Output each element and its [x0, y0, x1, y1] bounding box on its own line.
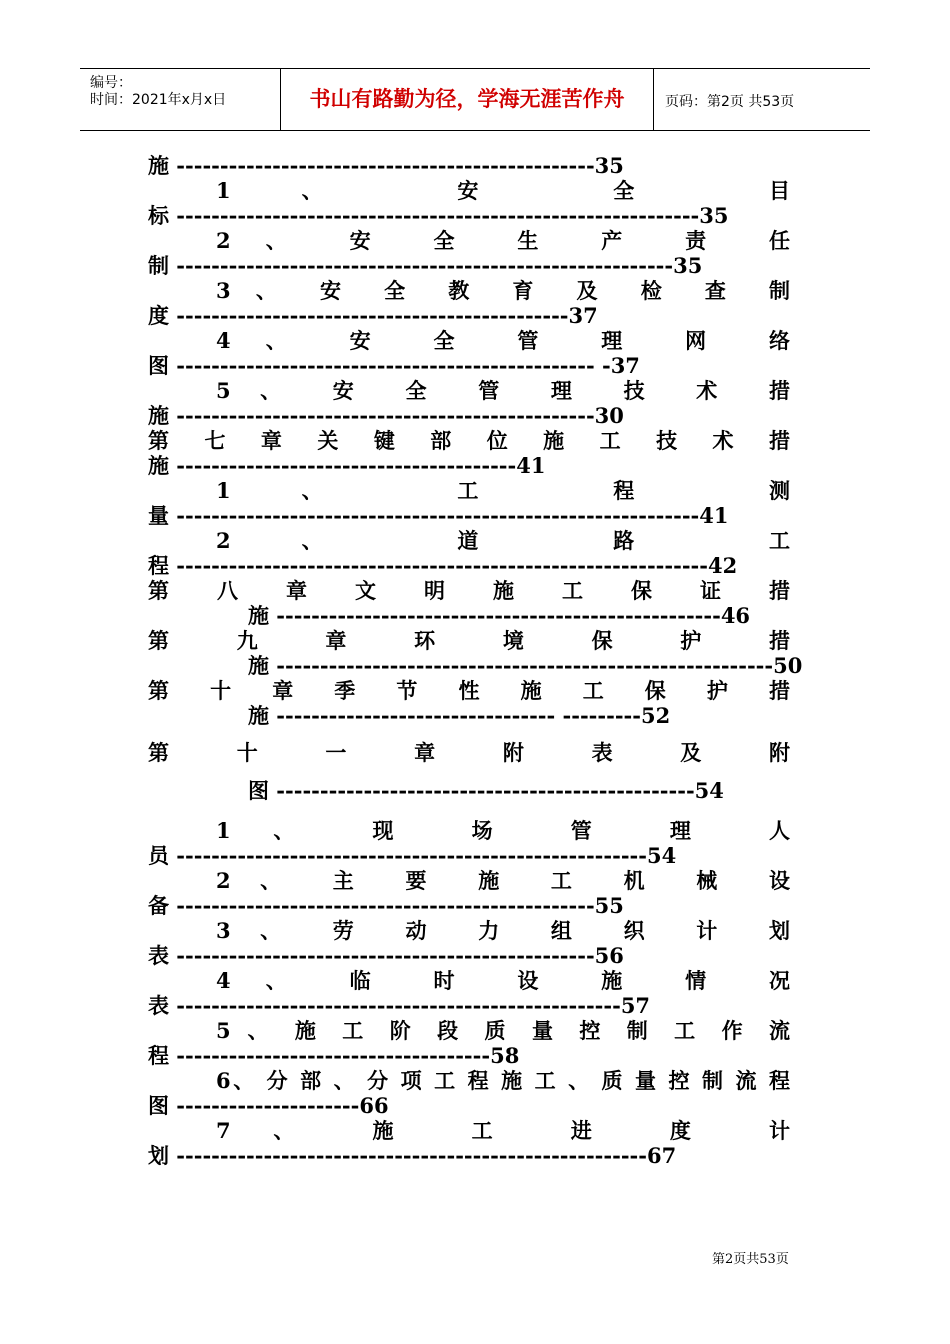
toc-line-text: 施 ---------------------------------------------------------50: [248, 653, 803, 678]
toc-line-text: 2 、 安 全 生 产 责 任: [216, 228, 790, 253]
toc-line: [148, 1018, 790, 1043]
toc-line: [148, 968, 790, 993]
toc-line-text: 第 十 章 季 节 性 施 工 保 护 措: [148, 678, 790, 703]
toc-line-text: 图 ------------------------------------------------54: [248, 778, 724, 803]
page-footer: 第2页共53页: [712, 1252, 789, 1267]
toc-line-text: 施 -------------------------------- ---------52: [248, 703, 671, 728]
toc-line: [148, 178, 790, 203]
toc-line-text: 程 -------------------------------------------------------------42: [148, 553, 738, 578]
toc-line: [148, 778, 790, 806]
header-meta-cell: [80, 69, 281, 130]
toc-line: [148, 843, 790, 868]
toc-line-text: 第 八 章 文 明 施 工 保 证 措: [148, 578, 790, 603]
toc-line-text: 备 ------------------------------------------------55: [148, 893, 624, 918]
toc-line-text: 第 七 章 关 键 部 位 施 工 技 术 措: [148, 428, 790, 453]
toc-line: [148, 328, 790, 353]
toc-line: [148, 1118, 790, 1143]
toc-line: [148, 428, 790, 453]
toc-line-text: 2 、 道 路 工: [216, 528, 790, 553]
table-of-contents: [148, 153, 803, 1168]
toc-line: [148, 740, 790, 768]
toc-line: [148, 703, 790, 728]
toc-line: [148, 203, 790, 228]
time-label: 时间：2021年x月x日: [90, 92, 227, 108]
toc-line-text: 表 ---------------------------------------------------57: [148, 993, 651, 1018]
toc-line: [148, 868, 790, 893]
toc-line-text: 第 十 一 章 附 表 及 附: [148, 740, 790, 765]
toc-line: [148, 303, 790, 328]
toc-line-text: 4 、 临 时 设 施 情 况: [216, 968, 790, 993]
toc-line-text: 度 ---------------------------------------------37: [148, 303, 598, 328]
toc-line-text: 施 ------------------------------------------------35: [148, 153, 624, 178]
toc-line-text: 量 ------------------------------------------------------------41: [148, 503, 729, 528]
toc-line: [148, 253, 790, 278]
toc-line: [148, 1143, 790, 1168]
toc-line: [148, 818, 790, 843]
toc-line: [148, 278, 790, 303]
page-header: [80, 68, 870, 131]
toc-line-text: 制 ---------------------------------------------------------35: [148, 253, 703, 278]
toc-line: [148, 153, 790, 178]
toc-line-text: 3 、 安 全 教 育 及 检 查 制: [216, 278, 790, 303]
toc-line-text: 1 、 现 场 管 理 人: [216, 818, 790, 843]
toc-line-text: 1 、 工 程 测: [216, 478, 790, 503]
toc-line-text: 表 ------------------------------------------------56: [148, 943, 624, 968]
page-info: 页码：第2页 共53页: [665, 94, 795, 110]
toc-line: [148, 653, 803, 678]
toc-line-text: 第 九 章 环 境 保 护 措: [148, 628, 790, 653]
toc-line-text: 5 、 施 工 阶 段 质 量 控 制 工 作 流: [216, 1018, 790, 1043]
toc-line-text: 施 ------------------------------------------------30: [148, 403, 624, 428]
toc-line-text: 划 ------------------------------------------------------67: [148, 1143, 677, 1168]
toc-line-text: 5 、 安 全 管 理 技 术 措: [216, 378, 790, 403]
toc-line-text: 6、 分 部 、 分 项 工 程 施 工 、 质 量 控 制 流 程: [216, 1068, 790, 1093]
toc-line-text: 3 、 劳 动 力 组 织 计 划: [216, 918, 790, 943]
toc-line: [148, 453, 790, 478]
toc-line: [148, 403, 790, 428]
toc-line-text: 施 ---------------------------------------------------46: [248, 603, 751, 628]
toc-line-text: 4 、 安 全 管 理 网 络: [216, 328, 790, 353]
toc-line: [148, 353, 790, 378]
toc-line: [148, 893, 790, 918]
toc-line: [148, 503, 790, 528]
toc-line: [148, 528, 790, 553]
toc-line-text: 2 、 主 要 施 工 机 械 设: [216, 868, 790, 893]
toc-line-text: 程 ------------------------------------58: [148, 1043, 520, 1068]
toc-line: [148, 943, 790, 968]
toc-line: [148, 678, 790, 703]
toc-line: [148, 478, 790, 503]
toc-line-text: 1 、 安 全 目: [216, 178, 790, 203]
toc-line-text: 7 、 施 工 进 度 计: [216, 1118, 790, 1143]
toc-line: [148, 1043, 790, 1068]
toc-line-text: 图 ---------------------66: [148, 1093, 389, 1118]
toc-line-text: 标 ------------------------------------------------------------35: [148, 203, 729, 228]
toc-line: [148, 1093, 790, 1118]
toc-line: [148, 228, 790, 253]
toc-line-text: 员 ------------------------------------------------------54: [148, 843, 677, 868]
toc-line: [148, 1068, 790, 1093]
toc-line: [148, 378, 790, 403]
toc-line: [148, 918, 790, 943]
toc-line: [148, 578, 790, 603]
toc-line-text: 图 ------------------------------------------------ -37: [148, 353, 640, 378]
toc-line: [148, 628, 790, 653]
toc-line-text: 施 ---------------------------------------41: [148, 453, 546, 478]
motto-text: 书山有路勤为径，学海无涯苦作舟: [281, 69, 654, 130]
serial-label: 编号：: [90, 75, 132, 91]
toc-line: [148, 553, 790, 578]
toc-line: [148, 603, 790, 628]
toc-line: [148, 993, 790, 1018]
